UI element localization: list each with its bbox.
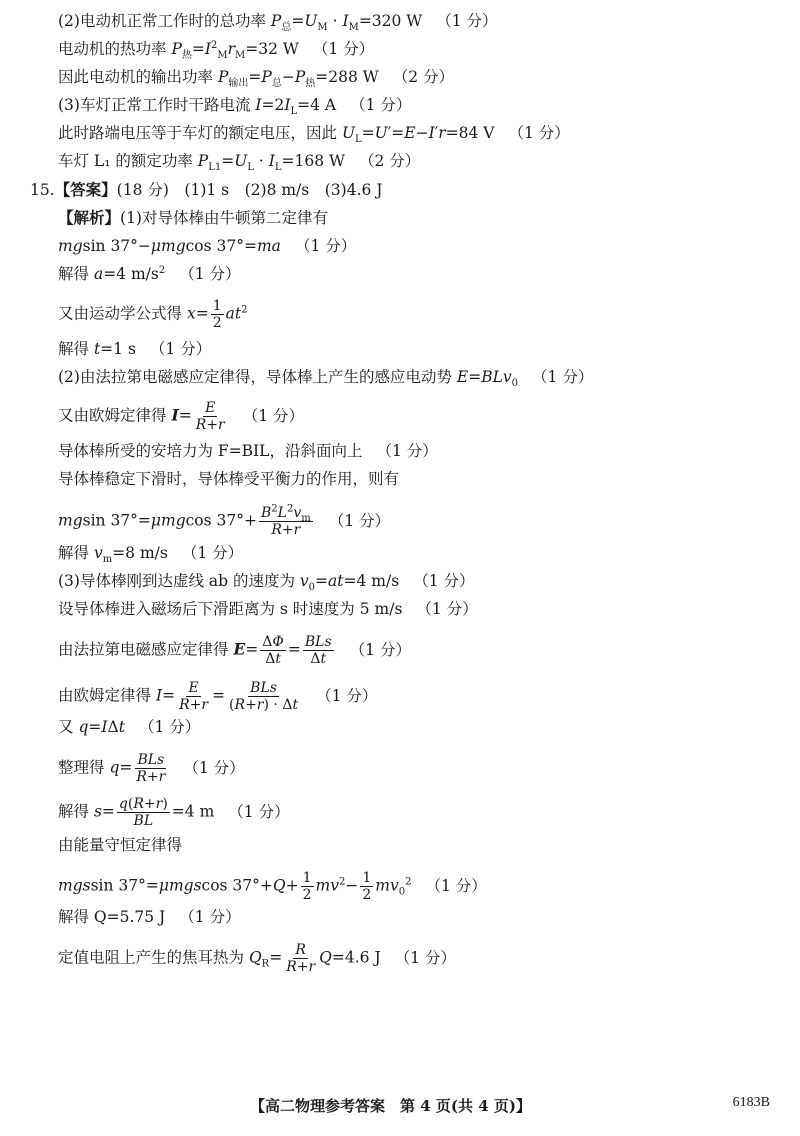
line-energy-conservation: 由能量守恒定律得 <box>58 836 183 854</box>
q15-analysis: 【解析】(1)对导体棒由牛顿第二定律有 <box>58 208 328 227</box>
eq-time: 解得 t=1 s （1 分） <box>58 340 212 358</box>
footer-title: 【高二物理参考答案 第 4 页(共 4 页)】 <box>250 1097 531 1115</box>
eq-ohm: 又由欧姆定律得 I= $\frac{E}{R+r}$ （1 分） <box>58 400 304 433</box>
line-output-power: 因此电动机的输出功率 $P_{输出}=P_总-P_热=288$ W （2 分） <box>58 68 454 90</box>
eq-newton: mgsin 37°−μmgcos 37°=ma （1 分） <box>58 237 357 255</box>
eq-joule-heat: 定值电阻上产生的焦耳热为 $Q_R=$ $\frac{R}{R+r}$ Q=4.6 J （1 分） <box>58 942 456 975</box>
footer-code: 6183B <box>732 1095 770 1110</box>
q15-answer: 15.【答案】(18 分) (1)1 s (2)8 m/s (3)4.6 J <box>30 180 383 199</box>
line-heat-power: 电动机的热功率 $P_热=I^2_Mr_M=32$ W （1 分） <box>58 39 375 62</box>
eq-acceleration: 解得 a=4 $m/s^2$ （1 分） <box>58 264 241 283</box>
eq-max-velocity: 解得 $v_m=8$ m/s （1 分） <box>58 544 244 566</box>
line-lamp-power: 车灯 L₁ 的额定功率 $P_{L1}=U_L \cdot I_L=168$ W （2 分） <box>58 152 421 174</box>
line-main-current: (3)车灯正常工作时干路电流 $I=2I_L=4$ A （1 分） <box>58 96 412 118</box>
eq-charge: 又 q=IΔt （1 分） <box>58 718 201 736</box>
eq-balance: mgsin 37°=μmgcos 37°+ $\frac{B^2L^2v_m}{R+r}$ （1 分） <box>58 503 391 538</box>
line-total-power: (2)电动机正常工作时的总功率 $P_总=U_M \cdot I_M=320$ W （1 分） <box>58 12 498 34</box>
line-terminal-voltage: 此时路端电压等于车灯的额定电压，因此 $U_L=U'=E-I'r=84$ V （1 分） <box>58 124 570 146</box>
eq-charge-result: 整理得 q= $\frac{\text{BLs}}{R+r}$ （1 分） <box>58 752 245 785</box>
eq-v0: (3)导体棒刚到达虚线 ab 的速度为 $v_0=at=4$ m/s （1 分） <box>58 572 475 594</box>
eq-distance: 解得 s= $\frac{q(R+r)}{BL}$ =4 m （1 分） <box>58 796 290 829</box>
eq-faraday: 由法拉第电磁感应定律得 E= $\frac{\Delta\Phi}{\Delta t}$ = $\frac{\text{BLs}}{\Delta t}$ （1 分） <box>58 634 411 667</box>
eq-energy: mgssin 37°=μmgscos 37°+Q+ $\frac{1}{2}$ $mv^2-$ $\frac{1}{2}$ $mv_0^2$ （1 分） <box>58 870 487 903</box>
eq-heat: 解得 Q=5.75 J （1 分） <box>58 908 241 926</box>
line-distance-s: 设导体棒进入磁场后下滑距离为 s 时速度为 5 m/s （1 分） <box>58 600 478 618</box>
eq-ohm-2: 由欧姆定律得 I= $\frac{E}{R+r}$ = $\frac{\text{BLs}}{(R+r) \cdot \Delta t}$ （1 分） <box>58 680 378 713</box>
line-steady-state: 导体棒稳定下滑时，导体棒受平衡力的作用，则有 <box>58 470 400 488</box>
eq-kinematics: 又由运动学公式得 x= $\frac{1}{2}$ $at^2$ <box>58 298 248 331</box>
eq-emf: (2)由法拉第电磁感应定律得，导体棒上产生的感应电动势 E=BLv$_0$ （1 分） <box>58 368 594 390</box>
eq-ampere-force: 导体棒所受的安培力为 F=BIL，沿斜面向上 （1 分） <box>58 442 438 460</box>
